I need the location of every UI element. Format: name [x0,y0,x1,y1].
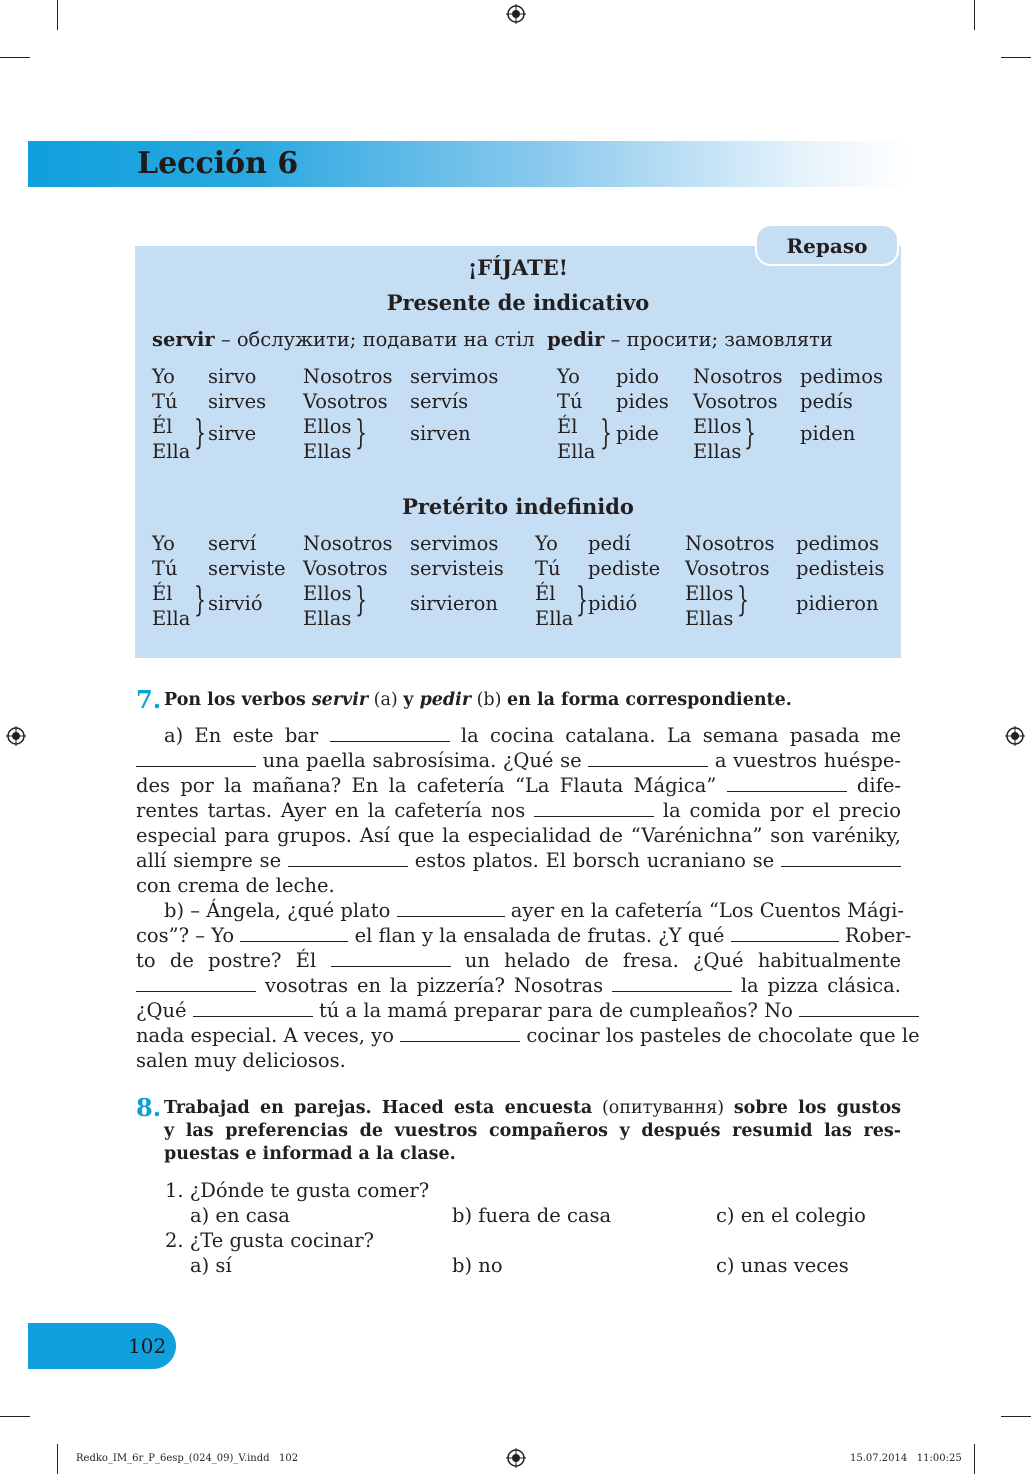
registration-mark-icon [1005,726,1025,746]
pronoun: Ellos [303,415,352,438]
verb-form: pidieron [796,592,879,615]
verb-form: pedimos [796,532,879,555]
verb-form: pido [616,365,659,388]
pronoun: Nosotros [685,532,775,555]
survey-option: c) unas veces [716,1254,849,1277]
section-title-presente: Presente de indicativo [386,290,650,315]
pronoun: Ella [535,607,574,630]
crop-mark [57,0,58,30]
verb-form: servimos [410,532,499,555]
crop-mark [0,1416,30,1417]
blank [330,723,450,742]
survey-option: b) no [452,1254,503,1277]
verb-servir: servir [152,328,215,351]
repaso-tab: Repaso [755,224,899,266]
blank [534,798,654,817]
verb-form: servisteis [410,557,504,580]
pronoun: Él [557,415,578,438]
crop-mark [1001,1416,1031,1417]
crop-mark [57,1444,58,1474]
pronoun: Tú [557,390,583,413]
verb-form: servimos [410,365,499,388]
registration-mark-icon [506,4,526,24]
exercise-8-instruction: Trabajad en parejas. Haced esta encuesta (опитування) sobre los gustos y las preferencias de vuestros compañeros y después resumid las res- puestas e informad a la clase. [164,1098,901,1164]
verb-servir-definition: – обслужити; подавати на стіл [214,328,535,351]
verb-form: sirvo [208,365,257,388]
pronoun: Vosotros [685,557,770,580]
box-heading: ¡FÍJATE! [468,255,568,280]
pronoun: Él [535,582,556,605]
blank [400,1023,520,1042]
page-number: 102 [128,1334,167,1358]
pronoun: Ellos [693,415,742,438]
blank [731,923,839,942]
pronoun: Vosotros [693,390,778,413]
brace-icon: } [194,580,206,620]
pronoun: Ellas [303,607,352,630]
pronoun: Yo [557,365,580,388]
lesson-title: Lección 6 [137,146,299,181]
pronoun: Vosotros [303,390,388,413]
blank [240,923,348,942]
registration-mark-icon [6,726,26,746]
footer-timestamp: 15.07.2014 11:00:25 [850,1453,962,1464]
blank [799,998,919,1017]
pronoun: Yo [152,532,175,555]
verb-form: piden [800,422,856,445]
pronoun: Yo [535,532,558,555]
pronoun: Ella [152,607,191,630]
verb-form: sirves [208,390,267,413]
survey-question: 1. ¿Dónde te gusta comer? [165,1179,430,1202]
verb-form: pediste [588,557,661,580]
verb-pedir: pedir [547,328,605,351]
brace-icon: } [600,413,612,453]
pronoun: Yo [152,365,175,388]
brace-icon: } [576,580,588,620]
blank [612,973,732,992]
verb-form: pedisteis [796,557,885,580]
verb-pedir-definition: – просити; замовляти [604,328,833,351]
pronoun: Ellos [303,582,352,605]
footer-filename: Redko_IM_6r_P_6esp_(024_09)_V.indd 102 [76,1453,299,1464]
verbs-definition-line [152,327,833,352]
blank [397,898,505,917]
pronoun: Tú [152,390,178,413]
brace-icon: } [737,580,749,620]
exercise-7-instruction: Pon los verbos servir (a) y pedir (b) en la forma correspondiente. [164,690,792,710]
pronoun: Vosotros [303,557,388,580]
survey-option: b) fuera de casa [452,1204,612,1227]
pronoun: Ella [152,440,191,463]
pronoun: Él [152,582,173,605]
blank [288,848,408,867]
pronoun: Él [152,415,173,438]
blank [193,998,313,1017]
section-title-indefinido: Pretérito indefinido [402,494,634,519]
verb-form: sirve [208,422,257,445]
pronoun: Nosotros [303,532,393,555]
crop-mark [974,1444,975,1474]
verb-form: pide [616,422,659,445]
pronoun: Ella [557,440,596,463]
pronoun: Ellas [685,607,734,630]
blank [136,748,256,767]
crop-mark [1001,57,1031,58]
verb-form: pidió [588,592,638,615]
blank [136,973,256,992]
survey-option: c) en el colegio [716,1204,866,1227]
verb-form: serví [208,532,257,555]
brace-icon: } [194,413,206,453]
pronoun: Ellas [303,440,352,463]
blank [781,848,901,867]
crop-mark [974,0,975,30]
blank [727,773,847,792]
verb-form: sirven [410,422,471,445]
brace-icon: } [355,413,367,453]
survey-option: a) en casa [190,1204,290,1227]
exercise-7-text-b: b) – Ángela, ¿qué plato ayer en la cafetería “Los Cuentos Mági- cos”? – Yo el flan y la ensalada de frutas. ¿Y qué Rober- to de postre? Él un helado de fresa. ¿Qué habitualmente vosotras en la pizzería? Nosotras la pizza clásica. ¿Qué tú a la mamá preparar para de cumpleaños? No nada especial. A veces, yo cocinar los pasteles de chocolate que le salen muy deliciosos. [136,899,920,1072]
exercise-number: 7. [136,685,162,714]
pronoun: Tú [535,557,561,580]
pronoun: Nosotros [693,365,783,388]
survey-option: a) sí [190,1254,232,1277]
verb-form: pedimos [800,365,883,388]
registration-mark-icon [506,1448,526,1468]
crop-mark [0,57,30,58]
verb-form: pedí [588,532,631,555]
verb-form: serviste [208,557,286,580]
blank [588,748,708,767]
exercise-7-text-a: a) En este bar la cocina catalana. La semana pasada me una paella sabrosísima. ¿Qué se a vuestros huéspe- des por la mañana? En la cafetería “La Flauta Mágica” dife- rentes tartas. Ayer en la cafetería nos la comida por el precio especial para grupos. Así que la especialidad de “Varénichna” son varéniky, allí siempre se estos platos. El borsch ucraniano se con crema de leche. [136,724,902,897]
brace-icon: } [355,580,367,620]
pronoun: Tú [152,557,178,580]
pronoun: Nosotros [303,365,393,388]
verb-form: servís [410,390,469,413]
exercise-number: 8. [136,1093,162,1122]
pronoun: Ellos [685,582,734,605]
verb-form: sirvió [208,592,263,615]
blank [331,948,451,967]
verb-form: pedís [800,390,853,413]
pronoun: Ellas [693,440,742,463]
verb-form: pides [616,390,669,413]
verb-form: sirvieron [410,592,498,615]
survey-question: 2. ¿Te gusta cocinar? [165,1229,374,1252]
brace-icon: } [744,413,756,453]
